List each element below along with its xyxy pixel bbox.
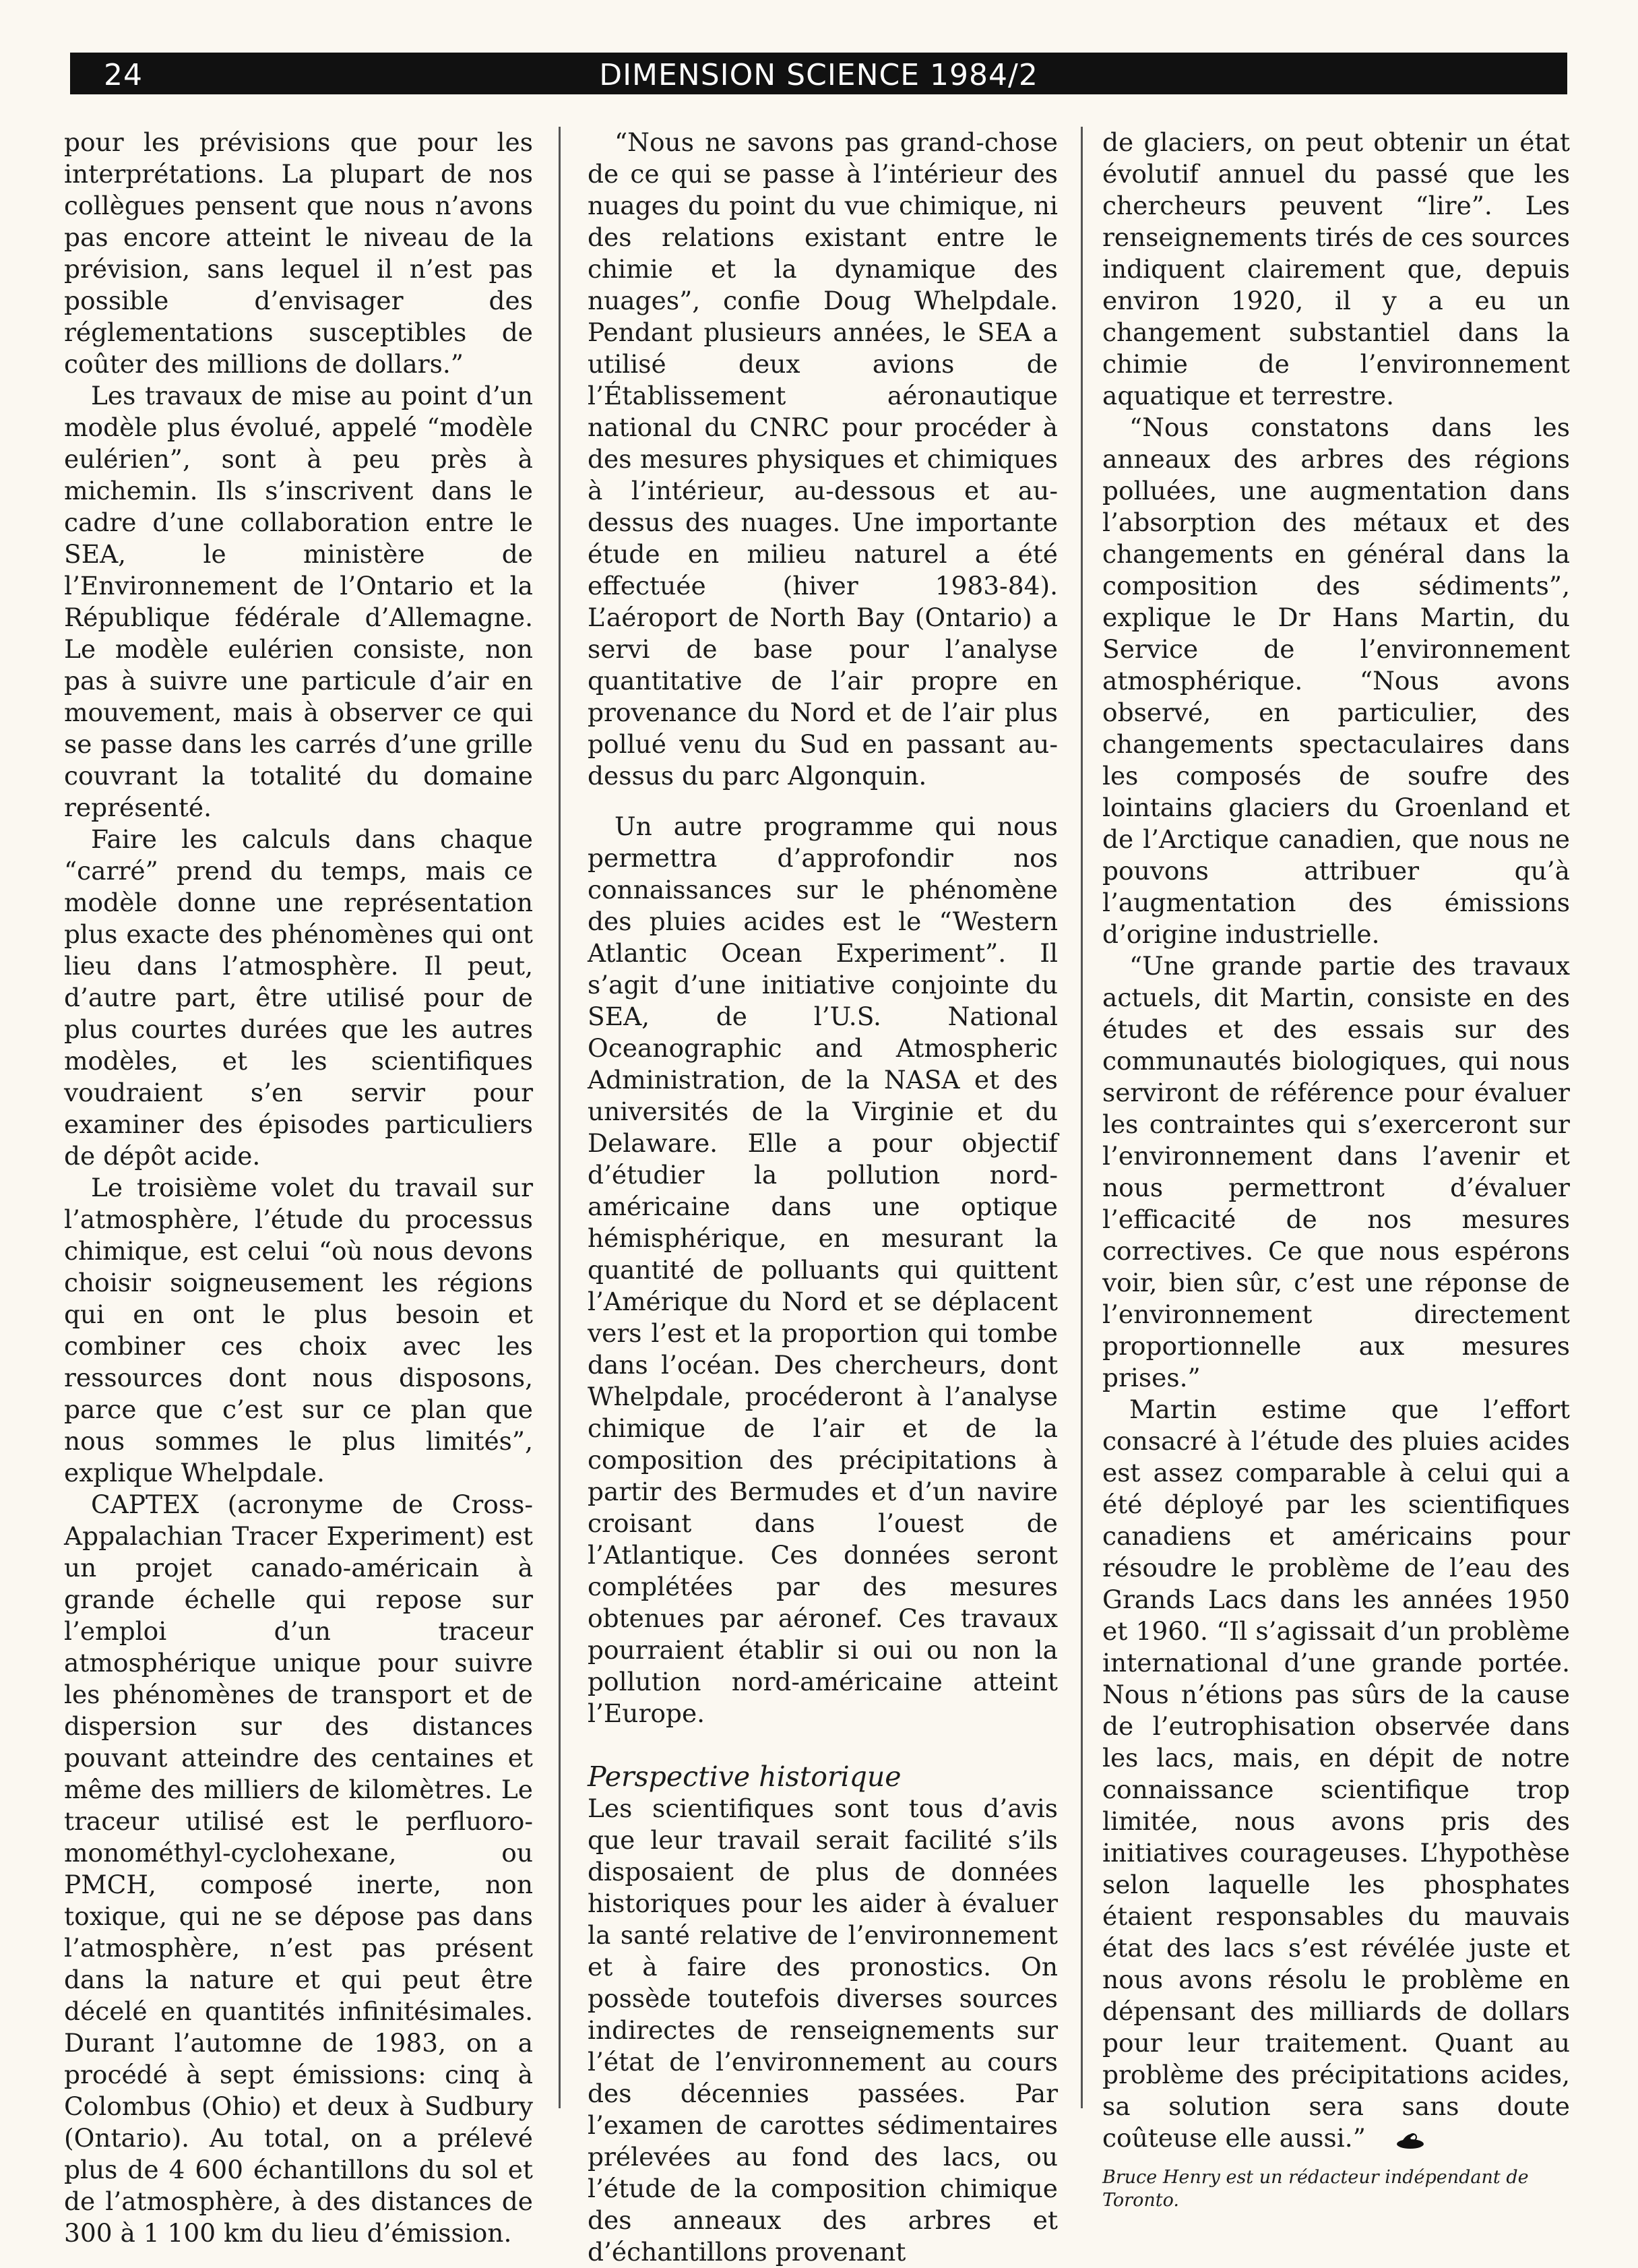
paragraph: pour les prévisions que pour les interprétations. La plupart de nos collègues pensent que nous n’avons pas encore atteint le niveau de la prévision, sans lequel il n’est pas possible d’envisager des réglementations susceptibles de coûter des millions de dollars.” [64, 127, 533, 379]
publication-title: DIMENSION SCIENCE 1984/2 [599, 58, 1038, 92]
column-divider [559, 127, 561, 2108]
article-column-2 [588, 127, 1058, 2268]
paragraph: Faire les calculs dans chaque “carré” prend du temps, mais ce modèle donne une représentation plus exacte des phénomènes qui ont lieu dans l’atmosphère. Il peut, d’autre part, être utilisé pour de plus courtes durées que les autres modèles, et les scientifiques voudraient s’en servir pour examiner des épisodes particuliers de dépôt acide. [64, 824, 533, 1171]
column-divider [1081, 127, 1083, 2108]
article-column-1 [64, 127, 533, 2249]
paragraph: “Nous ne savons pas grand-chose de ce qui se passe à l’intérieur des nuages du point du vue chimique, ni des relations existant entre le chimie et la dynamique des nuages”, confie Doug Whelpdale. Pendant plusieurs années, le SEA a utilisé deux avions de l’Établissement aéronautique national du CNRC pour procéder à des mesures physiques et chimiques à l’intérieur, au-dessous et au-dessus des nuages. Une importante étude en milieu naturel a été effectuée (hiver 1983-84). L’aéroport de North Bay (Ontario) a servi de base pour l’analyse quantitative de l’air propre en provenance du Nord et de l’air plus pollué venu du Sud en passant au-dessus du parc Algonquin. [588, 127, 1058, 791]
page-number: 24 [104, 58, 143, 92]
author-byline: Bruce Henry est un rédacteur indépendant de Toronto. [1102, 2167, 1529, 2211]
paragraph-last [1102, 1394, 1570, 2154]
paragraph: Les scientifiques sont tous d’avis que leur travail serait facilité s’ils disposaient de plus de données historiques pour les aider à évaluer la santé relative de l’environnement et à faire des pronostics. On possède toutefois diverses sources indirectes de renseignements sur l’état de l’environnement au cours des décennies passées. Par l’examen de carottes sédimentaires prélevées au fond des lacs, ou l’étude de la composition chimique des anneaux des arbres et d’échantillons provenant [588, 1794, 1058, 2267]
paragraph: Un autre programme qui nous permettra d’approfondir nos connaissances sur le phénomène des pluies acides est le “Western Atlantic Ocean Experiment”. Il s’agit d’une initiative conjointe du SEA, de l’U.S. National Oceanographic and Atmospheric Administration, de la NASA et des universités de la Virginie et du Delaware. Elle a pour objectif d’étudier la pollution nord-américaine dans une optique hémisphérique, en mesurant la quantité de polluants qui quittent l’Amérique du Nord et se déplacent vers l’est et la proportion qui tombe dans l’océan. Des chercheurs, dont Whelpdale, procéderont à l’analyse chimique de l’air et de la composition des précipitations à partir des Bermudes et d’un navire croisant dans l’ouest de l’Atlantique. Ces données seront complétées par des mesures obtenues par aéronef. Ces travaux pourraient établir si oui ou non la pollution nord-américaine atteint l’Europe. [588, 811, 1058, 1728]
paragraph: Les travaux de mise au point d’un modèle plus évolué, appelé “modèle eulérien”, sont à peu près à michemin. Ils s’inscrivent dans le cadre d’une collaboration entre le SEA, le ministère de l’Environnement de l’Ontario et la République fédérale d’Allemagne. Le modèle eulérien consiste, non pas à suivre une particule d’air en mouvement, mais à observer ce qui se passe dans les carrés d’une grille couvrant la totalité du domaine représenté. [64, 381, 533, 822]
article-column-3 [1102, 127, 1570, 2212]
end-mark-logo-icon [1368, 2125, 1398, 2144]
paragraph: “Nous constatons dans les anneaux des arbres des régions polluées, une augmentation dans l’absorption des métaux et des changements en général dans la composition des sédiments”, explique le Dr Hans Martin, du Service de l’environnement atmosphérique. “Nous avons observé, en particulier, des changements spectaculaires dans les composés de soufre des lointains glaciers du Groenland et de l’Arctique canadien, que nous ne pouvons attribuer qu’à l’augmentation des émissions d’origine industrielle. [1102, 412, 1570, 949]
paragraph-text: Martin estime que l’effort consacré à l’étude des pluies acides est assez comparable à celui qui a été déployé par les scientifiques canadiens et américains pour résoudre le problème de l’eau des Grands Lacs dans les années 1950 et 1960. “Il s’agissait d’un problème international d’une grande portée. Nous n’étions pas sûrs de la cause de l’eutrophisation observée dans les lacs, mais, en dépit de notre connaissance scientifique trop limitée, nous avons pris des initiatives courageuses. L’hypothèse selon laquelle les phosphates étaient responsables du mauvais état des lacs s’est révélée juste et nous avons résolu le problème en dépensant des milliards de dollars pour leur traitement. Quant au problème des précipitations acides, sa solution sera sans doute coûteuse elle aussi.” [1102, 1394, 1570, 2153]
paragraph: “Une grande partie des travaux actuels, dit Martin, consiste en des études et des essais sur des communautés biologiques, qui nous serviront de référence pour évaluer les contraintes qui s’exerceront sur l’environnement dans l’avenir et nous permettront d’évaluer l’efficacité de nos mesures correctives. Ce que nous espérons voir, bien sûr, c’est une réponse de l’environnement directement proportionnelle aux mesures prises.” [1102, 951, 1570, 1392]
section-heading: Perspective historique [588, 1760, 902, 1793]
paragraph: Le troisième volet du travail sur l’atmosphère, l’étude du processus chimique, est celui “où nous devons choisir soigneusement les régions qui en ont le plus besoin et combiner ces choix avec les ressources dont nous disposons, parce que c’est sur ce plan que nous sommes le plus limités”, explique Whelpdale. [64, 1173, 533, 1488]
paragraph: de glaciers, on peut obtenir un état évolutif annuel du passé que les chercheurs peuvent “lire”. Les renseignements tirés de ces sources indiquent clairement que, depuis environ 1920, il y a eu un changement substantiel dans la chimie de l’environnement aquatique et terrestre. [1102, 127, 1570, 410]
page-header [70, 53, 1567, 94]
paragraph: CAPTEX (acronyme de Cross-Appalachian Tracer Experiment) est un projet canado-américain à grande échelle qui repose sur l’emploi d’un traceur atmosphérique unique pour suivre les phénomènes de transport et de dispersion sur des distances pouvant atteindre des centaines et même des milliers de kilomètres. Le traceur utilisé est le perfluoro-monométhyl-cyclohexane, ou PMCH, composé inerte, non toxique, qui ne se dépose pas dans l’atmosphère, n’est pas présent dans la nature et qui peut être décelé en quantités infinitésimales. Durant l’automne de 1983, on a procédé à sept émissions: cinq à Colombus (Ohio) et deux à Sudbury (Ontario). Au total, on a prélevé plus de 4 600 échantillons du sol et de l’atmosphère, à des distances de 300 à 1 100 km du lieu d’émission. [64, 1490, 533, 2248]
